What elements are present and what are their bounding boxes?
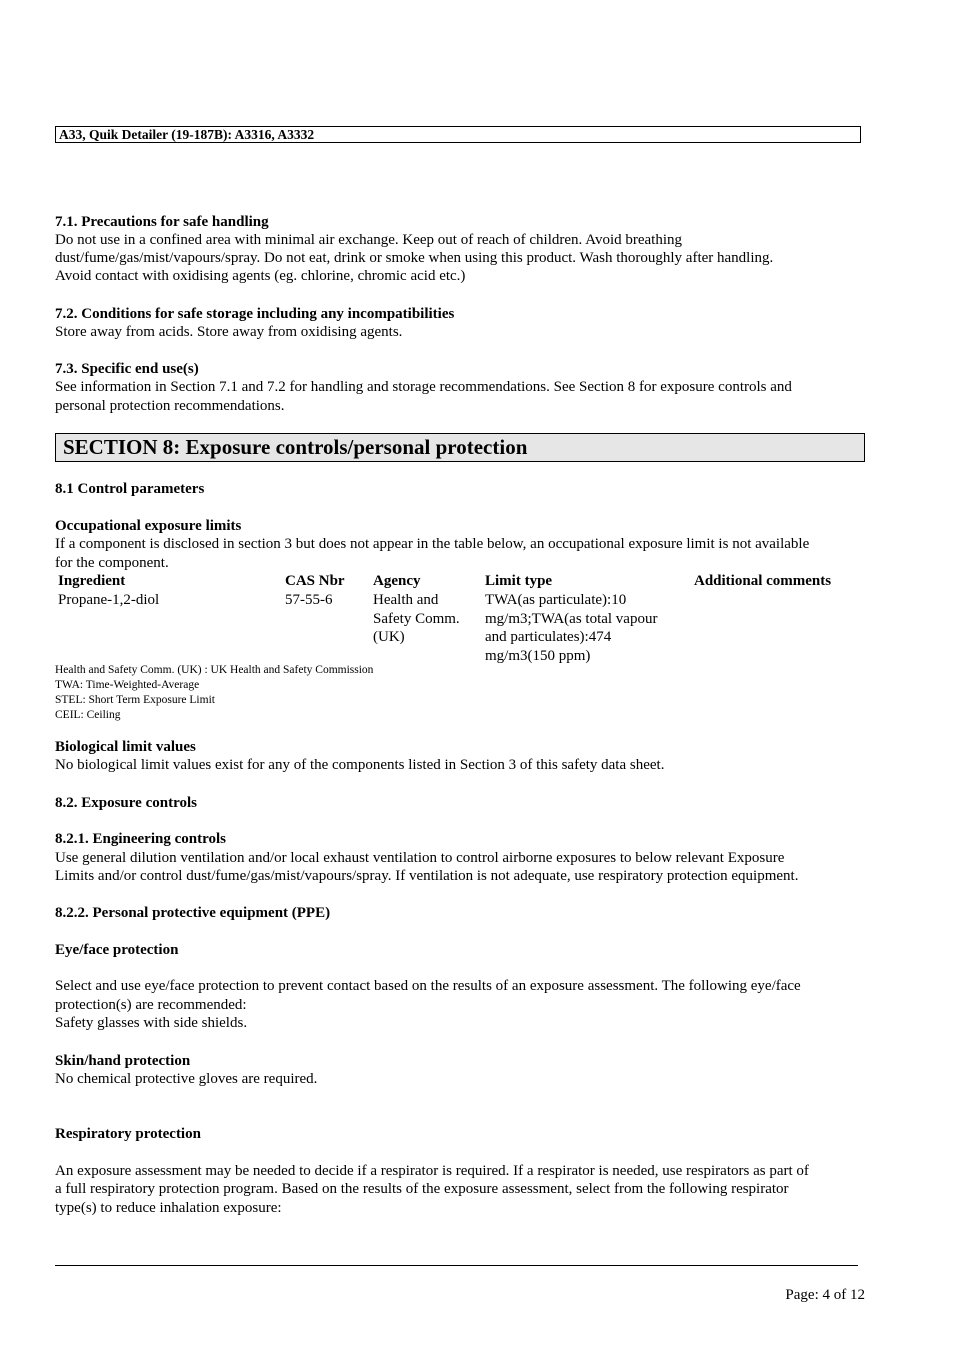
col-header-comments: Additional comments <box>694 573 832 589</box>
section-7-1-title: 7.1. Precautions for safe handling <box>55 214 269 230</box>
oel-title: Occupational exposure limits <box>55 518 242 534</box>
section-8-1-title: 8.1 Control parameters <box>55 481 205 497</box>
note-line: CEIL: Ceiling <box>55 709 121 721</box>
section-7-2-line-1: Store away from acids. Store away from oxidising agents. <box>55 324 403 340</box>
section-7-3-line-2: personal protection recommendations. <box>55 398 285 414</box>
section-8-2-1-line-2: Limits and/or control dust/fume/gas/mist/vapours/spray. If ventilation is not adequate, use respiratory protection equipment. <box>55 868 799 884</box>
section-7-3-line-1: See information in Section 7.1 and 7.2 for handling and storage recommendations. See Section 8 for exposure controls and <box>55 379 792 395</box>
section-8-2-title: 8.2. Exposure controls <box>55 795 197 811</box>
col-header-ingredient: Ingredient <box>58 573 126 589</box>
cell-limit-line: and particulates):474 <box>485 629 612 645</box>
section-7-1-line-2: dust/fume/gas/mist/vapours/spray. Do not eat, drink or smoke when using this product. Wash thoroughly after handling. <box>55 250 774 266</box>
section-7-2-title: 7.2. Conditions for safe storage including any incompatibilities <box>55 306 455 322</box>
section-8-heading: SECTION 8: Exposure controls/personal protection <box>55 433 865 462</box>
col-header-cas: CAS Nbr <box>285 573 345 589</box>
resp-title: Respiratory protection <box>55 1126 201 1142</box>
cell-agency-line: (UK) <box>373 629 405 645</box>
note-line: STEL: Short Term Exposure Limit <box>55 694 215 706</box>
cell-limit-line: TWA(as particulate):10 <box>485 592 627 608</box>
oel-line-2: for the component. <box>55 555 169 571</box>
page-number: Page: 4 of 12 <box>785 1287 865 1303</box>
cell-agency <box>373 591 460 647</box>
cell-agency-line: Safety Comm. <box>373 610 460 627</box>
resp-line-3: type(s) to reduce inhalation exposure: <box>55 1200 282 1216</box>
skin-line-1: No chemical protective gloves are required. <box>55 1071 318 1087</box>
note-line: Health and Safety Comm. (UK) : UK Health and Safety Commission <box>55 664 374 676</box>
section-7-1-line-3: Avoid contact with oxidising agents (eg. chlorine, chromic acid etc.) <box>55 268 466 284</box>
blv-title: Biological limit values <box>55 739 196 755</box>
note-line: TWA: Time-Weighted-Average <box>55 679 200 691</box>
resp-line-1: An exposure assessment may be needed to decide if a respirator is required. If a respirator is needed, use respirators as part of <box>55 1163 809 1179</box>
cell-agency-line: Health and <box>373 592 439 608</box>
cell-limit-line: mg/m3(150 ppm) <box>485 647 591 664</box>
cell-cas: 57-55-6 <box>285 592 333 608</box>
eye-line-1: Select and use eye/face protection to prevent contact based on the results of an exposure assessment. The following eye/face <box>55 978 801 994</box>
col-header-agency: Agency <box>373 573 421 589</box>
section-8-2-1-line-1: Use general dilution ventilation and/or local exhaust ventilation to control airborne exposures to below relevant Exposure <box>55 850 785 866</box>
cell-limit <box>485 591 657 665</box>
footer-divider <box>55 1265 858 1266</box>
cell-limit-line: mg/m3;TWA(as total vapour <box>485 610 658 627</box>
oel-line-1: If a component is disclosed in section 3 but does not appear in the table below, an occupational exposure limit is not available <box>55 536 810 552</box>
section-7-3-title: 7.3. Specific end use(s) <box>55 361 199 377</box>
skin-title: Skin/hand protection <box>55 1053 191 1069</box>
resp-line-2: a full respiratory protection program. Based on the results of the exposure assessment, select from the following respirator <box>55 1181 789 1197</box>
section-8-2-1-title: 8.2.1. Engineering controls <box>55 831 226 847</box>
eye-title: Eye/face protection <box>55 942 179 958</box>
col-header-limit: Limit type <box>485 573 553 589</box>
eye-line-2: protection(s) are recommended: <box>55 997 247 1013</box>
section-8-2-2-title: 8.2.2. Personal protective equipment (PPE) <box>55 905 331 921</box>
cell-ingredient: Propane-1,2-diol <box>58 592 160 608</box>
blv-line-1: No biological limit values exist for any of the components listed in Section 3 of this safety data sheet. <box>55 757 665 773</box>
eye-line-3: Safety glasses with side shields. <box>55 1015 248 1031</box>
section-7-1-line-1: Do not use in a confined area with minimal air exchange. Keep out of reach of children. Avoid breathing <box>55 232 683 248</box>
document-header: A33, Quik Detailer (19-187B): A3316, A3332 <box>55 126 861 143</box>
